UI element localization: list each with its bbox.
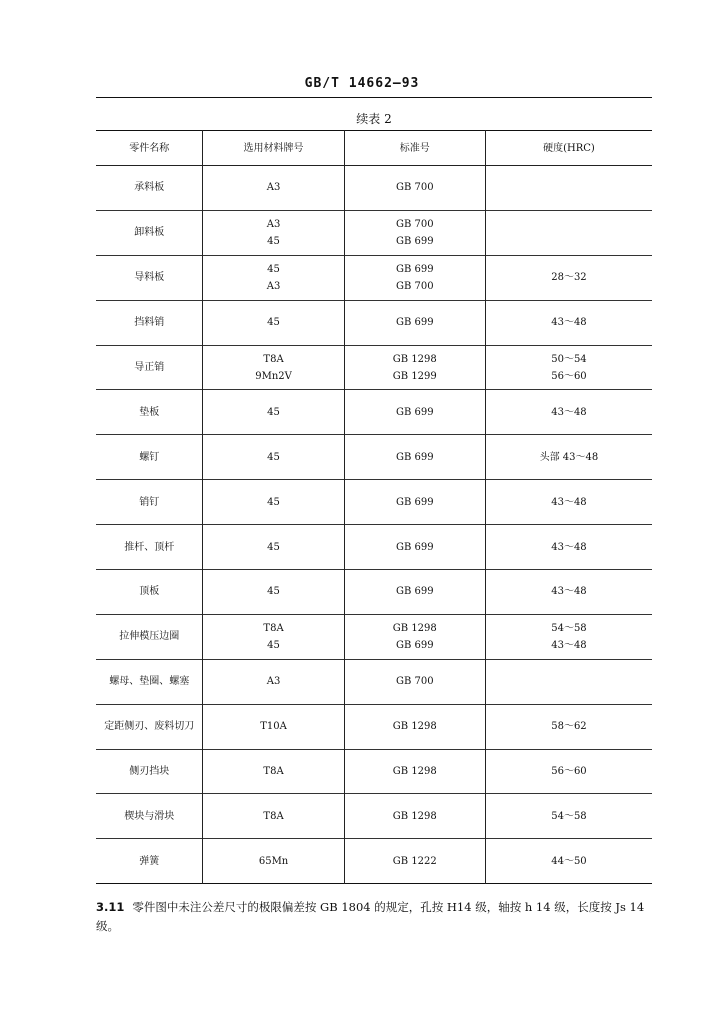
cell-material (203, 255, 344, 300)
cell-material (203, 749, 344, 794)
cell-material (203, 570, 344, 615)
table-row (96, 210, 652, 255)
cell-material-line: T10A (260, 721, 287, 733)
cell-material-line: A3 (266, 280, 281, 292)
cell-standard-line: GB 700 (395, 280, 434, 292)
cell-standard-line: GB 1299 (392, 370, 437, 382)
cell-material-line: T8A (263, 622, 284, 634)
cell-hardness-line: 28～32 (551, 272, 587, 284)
document-header: GB/T 14662—93 (304, 76, 420, 91)
cell-hardness-line: 43～48 (551, 639, 587, 651)
footnote-number: 3.11 (96, 900, 125, 914)
cell-standard (344, 839, 485, 884)
cell-hardness (485, 749, 652, 794)
cell-part-name: 垫板 (96, 390, 203, 435)
cell-material (203, 345, 344, 390)
cell-hardness (485, 570, 652, 615)
table-row (96, 794, 652, 839)
cell-material (203, 659, 344, 704)
cell-hardness (485, 300, 652, 345)
cell-part-name: 顶板 (96, 570, 203, 615)
cell-part-name: 螺母、垫圈、螺塞 (96, 659, 203, 704)
header-rule (96, 97, 652, 98)
cell-standard-line: GB 1298 (392, 353, 437, 365)
cell-hardness-line: 44～50 (551, 855, 587, 867)
cell-standard (344, 210, 485, 255)
cell-material-line: 45 (267, 586, 280, 598)
cell-part-name: 卸料板 (96, 210, 203, 255)
table-row (96, 345, 652, 390)
cell-standard-line: GB 1298 (392, 766, 437, 778)
cell-material-line: A3 (266, 218, 281, 230)
cell-material (203, 525, 344, 570)
cell-standard (344, 345, 485, 390)
table-row (96, 659, 652, 704)
footnote-text: 零件图中未注公差尺寸的极限偏差按 GB 1804 的规定，孔按 H14 级，轴按 h 14 级，长度按 Js 14 级。 (96, 900, 645, 933)
cell-standard-line: GB 699 (395, 639, 434, 651)
cell-part-name: 挡料销 (96, 300, 203, 345)
cell-standard (344, 166, 485, 211)
cell-part-name: 侧刃挡块 (96, 749, 203, 794)
cell-standard-line: GB 699 (395, 263, 434, 275)
cell-material-line: A3 (266, 182, 281, 194)
cell-part-name: 楔块与滑块 (96, 794, 203, 839)
cell-material-line: 45 (267, 451, 280, 463)
cell-material (203, 300, 344, 345)
cell-part-name: 弹簧 (96, 839, 203, 884)
cell-hardness-line: 58～62 (551, 721, 587, 733)
table-row (96, 166, 652, 211)
cell-standard (344, 480, 485, 525)
cell-material-line: T8A (263, 766, 284, 778)
cell-hardness (485, 794, 652, 839)
column-header-part-name: 零件名称 (96, 131, 203, 166)
cell-part-name: 导料板 (96, 255, 203, 300)
cell-standard (344, 614, 485, 659)
cell-hardness (485, 435, 652, 480)
column-header-material: 选用材料牌号 (203, 131, 344, 166)
cell-material-line: T8A (263, 810, 284, 822)
cell-hardness-line: 43～48 (551, 317, 587, 329)
cell-standard-line: GB 1298 (392, 810, 437, 822)
cell-standard (344, 659, 485, 704)
cell-standard-line: GB 699 (395, 451, 434, 463)
cell-standard-line: GB 1298 (392, 721, 437, 733)
table-row (96, 390, 652, 435)
cell-hardness (485, 480, 652, 525)
cell-hardness-line: 56～60 (551, 370, 587, 382)
cell-hardness-line: 头部 43～48 (539, 451, 599, 463)
column-header-standard: 标准号 (344, 131, 485, 166)
parts-table (96, 130, 652, 884)
table-row (96, 614, 652, 659)
cell-hardness (485, 210, 652, 255)
cell-part-name: 螺钉 (96, 435, 203, 480)
cell-part-name: 导正销 (96, 345, 203, 390)
cell-standard-line: GB 1298 (392, 622, 437, 634)
cell-material (203, 704, 344, 749)
table-row (96, 480, 652, 525)
cell-standard-line: GB 699 (395, 317, 434, 329)
cell-hardness (485, 166, 652, 211)
cell-part-name: 推杆、顶杆 (96, 525, 203, 570)
cell-hardness-line: 54～58 (551, 622, 587, 634)
cell-hardness (485, 839, 652, 884)
cell-hardness-line: 43～48 (551, 496, 587, 508)
table-row (96, 525, 652, 570)
table-row (96, 704, 652, 749)
cell-standard-line: GB 699 (395, 235, 434, 247)
cell-hardness (485, 659, 652, 704)
cell-standard-line: GB 700 (395, 182, 434, 194)
cell-hardness-line: 54～58 (551, 810, 587, 822)
cell-part-name: 承料板 (96, 166, 203, 211)
cell-standard-line: GB 699 (395, 586, 434, 598)
cell-material-line: 45 (267, 263, 280, 275)
cell-hardness-line: 43～48 (551, 586, 587, 598)
cell-material-line: 45 (267, 317, 280, 329)
cell-standard-line: GB 699 (395, 541, 434, 553)
cell-standard (344, 570, 485, 615)
cell-hardness-line: 43～48 (551, 406, 587, 418)
table-header-row (96, 131, 652, 166)
table-row (96, 839, 652, 884)
table-body (96, 166, 652, 884)
cell-material (203, 390, 344, 435)
cell-material-line: 45 (267, 541, 280, 553)
cell-hardness (485, 390, 652, 435)
cell-hardness (485, 614, 652, 659)
cell-material-line: 65Mn (258, 855, 289, 867)
table-row (96, 749, 652, 794)
footnote-3-11 (96, 898, 666, 936)
cell-standard-line: GB 699 (395, 406, 434, 418)
cell-standard (344, 390, 485, 435)
cell-material-line: A3 (266, 676, 281, 688)
cell-material (203, 435, 344, 480)
cell-part-name: 销钉 (96, 480, 203, 525)
cell-standard (344, 794, 485, 839)
cell-standard-line: GB 1222 (392, 855, 437, 867)
table-row (96, 255, 652, 300)
cell-standard (344, 749, 485, 794)
cell-standard (344, 300, 485, 345)
table-row (96, 570, 652, 615)
cell-material (203, 614, 344, 659)
cell-material (203, 480, 344, 525)
table-caption: 续表 2 (356, 112, 392, 126)
cell-standard-line: GB 700 (395, 218, 434, 230)
cell-material (203, 210, 344, 255)
cell-hardness-line: 56～60 (551, 766, 587, 778)
cell-material-line: 45 (267, 406, 280, 418)
cell-hardness (485, 704, 652, 749)
cell-part-name: 定距侧刃、废料切刀 (96, 704, 203, 749)
cell-hardness (485, 255, 652, 300)
table-row (96, 435, 652, 480)
cell-standard (344, 704, 485, 749)
table-row (96, 300, 652, 345)
cell-standard (344, 255, 485, 300)
cell-hardness-line: 43～48 (551, 541, 587, 553)
cell-material (203, 166, 344, 211)
cell-hardness-line: 50～54 (551, 353, 587, 365)
cell-standard-line: GB 700 (395, 676, 434, 688)
cell-hardness (485, 525, 652, 570)
cell-standard (344, 435, 485, 480)
cell-material (203, 794, 344, 839)
cell-material (203, 839, 344, 884)
cell-material-line: 9Mn2V (255, 370, 292, 382)
column-header-hardness: 硬度(HRC) (485, 131, 652, 166)
cell-material-line: T8A (263, 353, 284, 365)
cell-material-line: 45 (267, 639, 280, 651)
cell-material-line: 45 (267, 496, 280, 508)
cell-material-line: 45 (267, 235, 280, 247)
cell-standard-line: GB 699 (395, 496, 434, 508)
cell-standard (344, 525, 485, 570)
cell-part-name: 拉伸模压边圈 (96, 614, 203, 659)
cell-hardness (485, 345, 652, 390)
